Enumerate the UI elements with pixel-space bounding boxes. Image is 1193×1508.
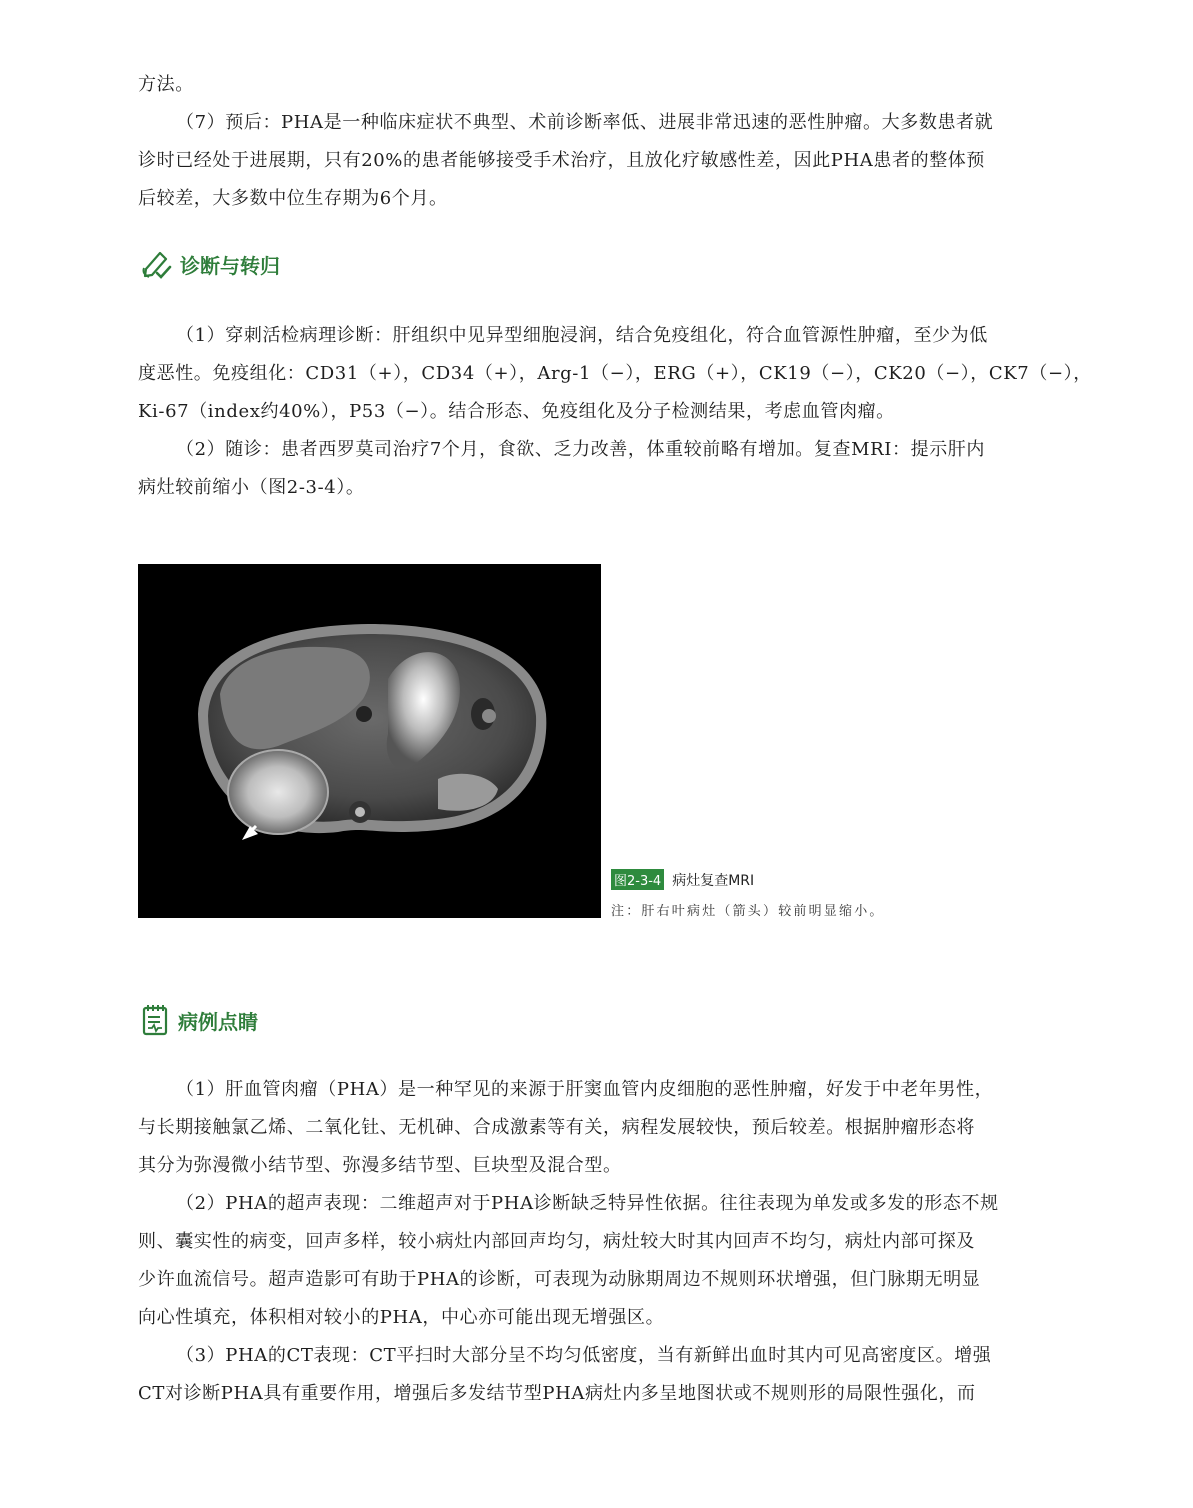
- mri-image: [138, 564, 601, 918]
- text-line: 病灶较前缩小（图2-3-4）。: [138, 477, 365, 498]
- text-line: 则、囊实性的病变，回声多样，较小病灶内部回声均匀，病灶较大时其内回声不均匀，病灶内部可探及: [138, 1231, 975, 1252]
- text-line: （7）预后：PHA是一种临床症状不典型、术前诊断率低、进展非常迅速的恶性肿瘤。大多数患者就: [176, 112, 994, 133]
- text-line: 向心性填充，体积相对较小的PHA，中心亦可能出现无增强区。: [138, 1307, 665, 1328]
- section-heading-case-highlights: [140, 1000, 258, 1040]
- text-line: 与长期接触氯乙烯、二氧化钍、无机砷、合成激素等有关，病程发展较快，预后较差。根据肿瘤形态将: [138, 1117, 975, 1138]
- text-line: （1）穿刺活检病理诊断：肝组织中见异型细胞浸润，结合免疫组化，符合血管源性肿瘤，至少为低: [176, 325, 988, 346]
- text-line: 少许血流信号。超声造影可有助于PHA的诊断，可表现为动脉期周边不规则环状增强，但门脉期无明显: [138, 1269, 981, 1290]
- pen-check-icon: [140, 247, 174, 281]
- section-title: 病例点睛: [178, 1009, 258, 1034]
- text-line: Ki-67（index约40%），P53（−）。结合形态、免疫组化及分子检测结果，考虑血管肉瘤。: [138, 401, 895, 422]
- text-line: 方法。: [138, 74, 194, 95]
- text-line: （2）随诊：患者西罗莫司治疗7个月，食欲、乏力改善，体重较前略有增加。复查MRI：提示肝内: [176, 439, 985, 460]
- text-line: 其分为弥漫微小结节型、弥漫多结节型、巨块型及混合型。: [138, 1155, 622, 1176]
- section-title: 诊断与转归: [180, 253, 280, 278]
- text-block-highlights: [138, 1071, 1086, 1413]
- text-line: （2）PHA的超声表现：二维超声对于PHA诊断缺乏特异性依据。往往表现为单发或多发的形态不规: [176, 1193, 999, 1214]
- text-line: 后较差，大多数中位生存期为6个月。: [138, 188, 448, 209]
- figure-caption: [611, 869, 754, 890]
- notebook-icon: [140, 1003, 172, 1037]
- section-heading-diagnosis: [140, 244, 280, 284]
- text-line: 度恶性。免疫组化：CD31（+），CD34（+），Arg-1（−），ERG（+），CK19（−），CK20（−），CK7（−），: [138, 363, 1092, 384]
- text-line: 诊时已经处于进展期，只有20%的患者能够接受手术治疗，且放化疗敏感性差，因此PHA患者的整体预: [138, 150, 986, 171]
- figure-title: 病灶复查MRI: [672, 872, 755, 889]
- figure-label: 图2-3-4: [611, 869, 664, 890]
- text-block-prognosis: [138, 66, 1086, 218]
- text-block-biopsy: [138, 317, 1092, 507]
- text-line: （1）肝血管肉瘤（PHA）是一种罕见的来源于肝窦血管内皮细胞的恶性肿瘤，好发于中老年男性，: [176, 1079, 994, 1100]
- text-line: CT对诊断PHA具有重要作用，增强后多发结节型PHA病灶内多呈地图状或不规则形的局限性强化，而: [138, 1383, 976, 1404]
- figure-note: 注：肝右叶病灶（箭头）较前明显缩小。: [611, 904, 885, 919]
- text-line: （3）PHA的CT表现：CT平扫时大部分呈不均匀低密度，当有新鲜出血时其内可见高密度区。增强: [176, 1345, 992, 1366]
